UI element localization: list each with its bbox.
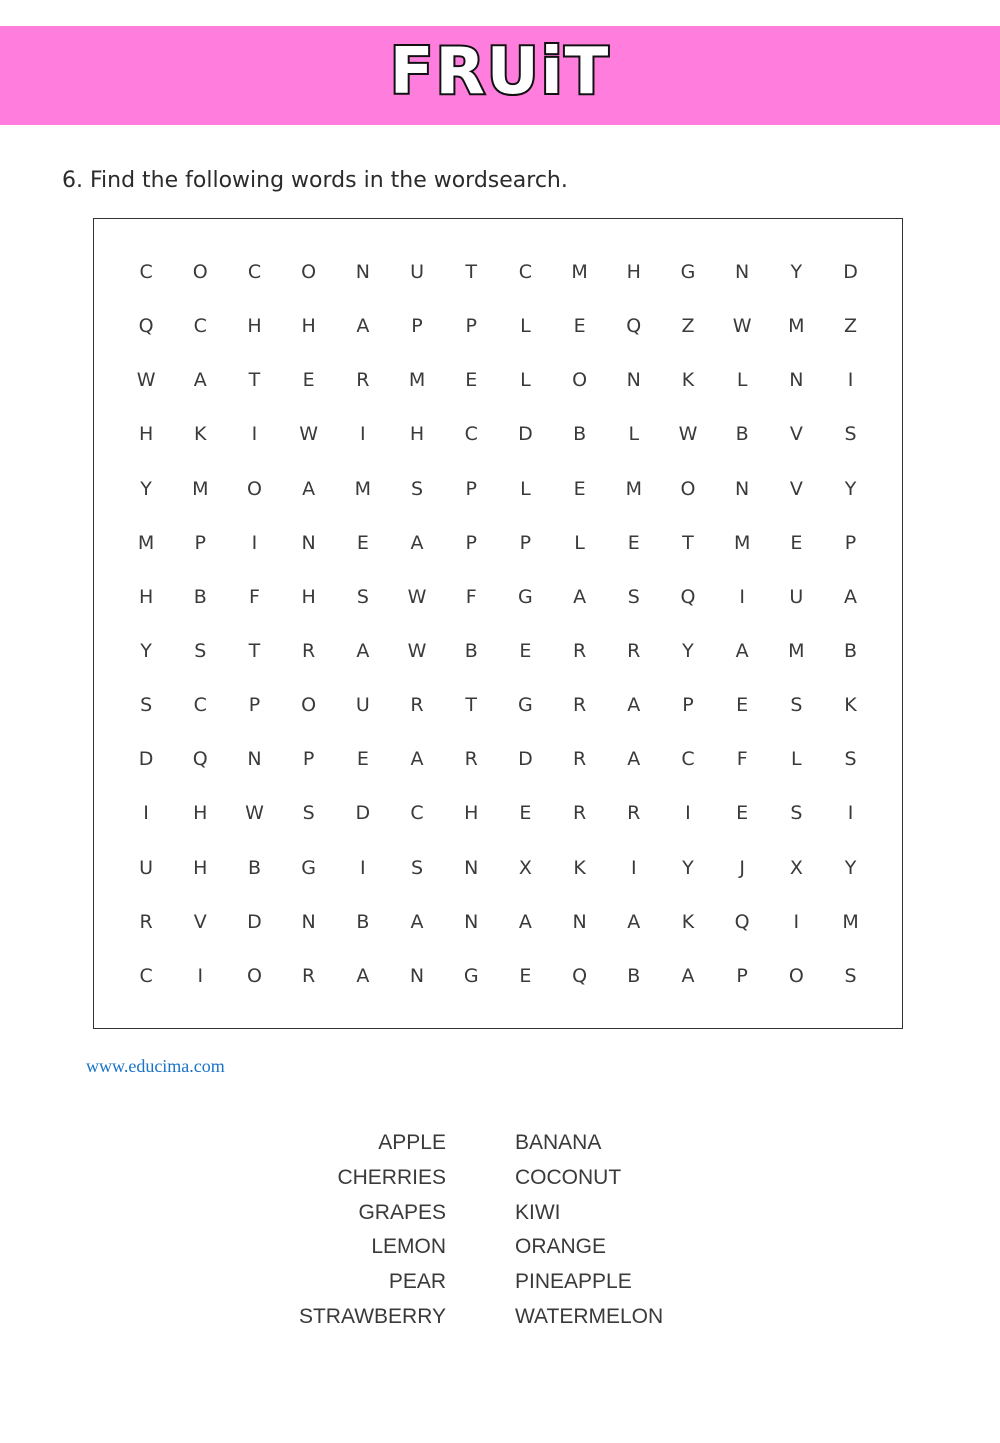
grid-cell[interactable]: E: [519, 964, 532, 987]
grid-cell[interactable]: T: [682, 531, 694, 554]
grid-cell[interactable]: I: [251, 531, 258, 554]
grid-cell[interactable]: N: [735, 477, 750, 500]
page-title: FRUiT: [389, 35, 611, 109]
word-list-item: STRAWBERRY: [298, 1304, 446, 1328]
grid-cell[interactable]: M: [733, 531, 751, 554]
grid-cell[interactable]: R: [464, 748, 478, 771]
word-list-left: [299, 1126, 446, 1335]
grid-cell[interactable]: U: [410, 261, 424, 284]
grid-cell[interactable]: E: [573, 315, 586, 338]
grid-cell[interactable]: I: [360, 856, 366, 879]
grid-cell[interactable]: V: [789, 477, 803, 500]
grid-cell[interactable]: A: [844, 585, 858, 608]
grid-cell[interactable]: B: [464, 640, 478, 663]
grid-cell[interactable]: E: [356, 748, 369, 771]
grid-cell[interactable]: Y: [844, 477, 857, 500]
grid-cell[interactable]: R: [302, 640, 316, 663]
grid-cell[interactable]: P: [465, 477, 477, 500]
grid-cell[interactable]: T: [248, 369, 261, 392]
grid-cell[interactable]: H: [626, 261, 641, 284]
word-list-item: LEMON: [371, 1235, 446, 1259]
grid-cell[interactable]: H: [301, 315, 316, 338]
grid-cell[interactable]: G: [463, 964, 479, 987]
grid-cell[interactable]: K: [194, 423, 207, 446]
grid-cell[interactable]: I: [793, 910, 800, 933]
grid-cell[interactable]: I: [739, 585, 745, 608]
grid-cell[interactable]: F: [465, 585, 477, 608]
grid-cell[interactable]: I: [251, 423, 258, 446]
grid-cell[interactable]: I: [847, 802, 854, 825]
grid-cell[interactable]: E: [736, 694, 749, 717]
grid-cell[interactable]: R: [302, 964, 316, 987]
grid-cell[interactable]: P: [248, 694, 261, 717]
grid-cell[interactable]: W: [136, 369, 156, 392]
grid-cell[interactable]: R: [139, 910, 153, 933]
grid-cell[interactable]: F: [736, 748, 748, 771]
grid-cell[interactable]: M: [137, 531, 155, 554]
grid-cell[interactable]: O: [680, 477, 696, 500]
grid-cell[interactable]: C: [193, 694, 207, 717]
grid-cell[interactable]: O: [788, 964, 804, 987]
grid-cell[interactable]: A: [356, 640, 370, 663]
grid-cell[interactable]: L: [628, 423, 640, 446]
grid-cell[interactable]: C: [139, 964, 153, 987]
grid-cell[interactable]: N: [464, 910, 479, 933]
grid-cell[interactable]: A: [627, 748, 641, 771]
grid-cell[interactable]: N: [355, 261, 370, 284]
grid-cell[interactable]: L: [736, 369, 748, 392]
grid-cell[interactable]: D: [138, 748, 154, 771]
grid-cell[interactable]: A: [518, 910, 532, 933]
grid-cell[interactable]: L: [520, 315, 531, 338]
grid-cell[interactable]: Z: [681, 315, 695, 338]
grid-cell[interactable]: B: [573, 423, 587, 446]
grid-cell[interactable]: C: [193, 315, 207, 338]
grid-cell[interactable]: G: [301, 856, 317, 879]
grid-cell[interactable]: A: [681, 964, 695, 987]
grid-cell[interactable]: U: [139, 856, 154, 879]
grid-cell[interactable]: P: [736, 964, 748, 987]
grid-cell[interactable]: O: [192, 261, 208, 284]
grid-cell[interactable]: S: [844, 748, 857, 771]
grid-cell[interactable]: O: [246, 477, 262, 500]
grid-cell[interactable]: O: [246, 964, 262, 987]
instruction-text: 6. Find the following words in the wordsearch.: [62, 168, 568, 193]
grid-cell[interactable]: D: [518, 423, 533, 446]
grid-cell[interactable]: A: [735, 640, 749, 663]
grid-cell[interactable]: I: [197, 964, 204, 987]
grid-cell[interactable]: R: [410, 694, 424, 717]
grid-cell[interactable]: A: [410, 531, 424, 554]
grid-cell[interactable]: B: [356, 910, 370, 933]
grid-cell[interactable]: M: [408, 369, 426, 392]
grid-cell[interactable]: W: [407, 585, 427, 608]
grid-cell[interactable]: S: [356, 585, 369, 608]
word-list-right: [515, 1126, 663, 1335]
grid-cell[interactable]: A: [627, 694, 641, 717]
grid-cell[interactable]: Y: [790, 261, 803, 284]
grid-cell[interactable]: A: [302, 477, 316, 500]
grid-cell[interactable]: I: [143, 802, 149, 825]
grid-cell[interactable]: J: [739, 856, 745, 879]
grid-cell[interactable]: P: [194, 531, 207, 554]
grid-cell[interactable]: E: [465, 369, 478, 392]
grid-cell[interactable]: P: [519, 531, 532, 554]
grid-cell[interactable]: K: [681, 910, 695, 933]
grid-cell[interactable]: P: [302, 748, 315, 771]
grid-cell[interactable]: L: [520, 369, 531, 392]
grid-cell[interactable]: U: [355, 694, 370, 717]
grid-cell[interactable]: A: [410, 910, 424, 933]
grid-cell[interactable]: S: [790, 694, 803, 717]
grid-cell[interactable]: H: [138, 423, 154, 446]
grid-cell[interactable]: M: [354, 477, 372, 500]
grid-cell[interactable]: D: [355, 802, 371, 825]
grid-cell[interactable]: Q: [572, 964, 588, 987]
grid-cell[interactable]: B: [844, 640, 858, 663]
source-link[interactable]: www.educima.com: [86, 1056, 225, 1076]
grid-cell[interactable]: D: [247, 910, 262, 933]
grid-cell[interactable]: E: [573, 477, 586, 500]
grid-cell[interactable]: E: [627, 531, 640, 554]
grid-cell[interactable]: N: [301, 910, 316, 933]
grid-cell[interactable]: L: [574, 531, 585, 554]
grid-cell[interactable]: O: [301, 261, 317, 284]
grid-cell[interactable]: Q: [192, 748, 208, 771]
grid-cell[interactable]: K: [681, 369, 695, 392]
grid-cell[interactable]: P: [465, 315, 477, 338]
grid-cell[interactable]: F: [249, 585, 260, 608]
grid-cell[interactable]: H: [409, 423, 425, 446]
grid-cell[interactable]: R: [572, 748, 587, 771]
grid-cell[interactable]: O: [301, 694, 317, 717]
grid-cell[interactable]: A: [410, 748, 424, 771]
grid-cell[interactable]: M: [625, 477, 642, 500]
grid-cell[interactable]: B: [735, 423, 749, 446]
grid-cell[interactable]: G: [518, 694, 533, 717]
grid-cell[interactable]: N: [626, 369, 641, 392]
grid-cell[interactable]: R: [572, 802, 587, 825]
grid-cell[interactable]: I: [360, 423, 366, 446]
word-list-item: PEAR: [388, 1270, 446, 1294]
grid-cell[interactable]: V: [193, 910, 207, 933]
grid-cell[interactable]: R: [572, 640, 587, 663]
word-list-item: ORANGE: [515, 1235, 607, 1259]
grid-cell[interactable]: X: [789, 856, 803, 879]
grid-cell[interactable]: Q: [680, 585, 696, 608]
grid-cell[interactable]: B: [193, 585, 207, 608]
grid-cell[interactable]: X: [518, 856, 532, 879]
grid-cell[interactable]: N: [464, 856, 479, 879]
grid-cell[interactable]: N: [247, 748, 262, 771]
grid-cell[interactable]: H: [193, 802, 208, 825]
grid-cell[interactable]: W: [407, 640, 427, 663]
grid-cell[interactable]: C: [464, 423, 478, 446]
grid-cell[interactable]: H: [138, 585, 154, 608]
grid-cell[interactable]: M: [788, 640, 805, 663]
word-list-item: BANANA: [515, 1131, 602, 1154]
grid-cell[interactable]: I: [630, 856, 637, 879]
grid-cell[interactable]: R: [572, 694, 587, 717]
grid-cell[interactable]: N: [301, 531, 316, 554]
grid-cell[interactable]: Y: [140, 640, 152, 663]
grid-cell[interactable]: H: [301, 585, 316, 608]
grid-cell[interactable]: A: [356, 315, 370, 338]
grid-cell[interactable]: U: [789, 585, 804, 608]
wordsearch-frame: [93, 218, 903, 1029]
grid-cell[interactable]: C: [518, 261, 533, 284]
grid-cell[interactable]: W: [245, 802, 264, 825]
grid-cell[interactable]: A: [193, 369, 207, 392]
grid-cell[interactable]: P: [411, 315, 423, 338]
grid-cell[interactable]: R: [627, 640, 641, 663]
grid-cell[interactable]: Y: [844, 856, 857, 879]
grid-cell[interactable]: H: [464, 802, 479, 825]
grid-cell[interactable]: Z: [844, 315, 858, 338]
word-list-item: CHERRIES: [337, 1165, 446, 1189]
grid-cell[interactable]: Y: [140, 477, 152, 500]
grid-cell[interactable]: S: [140, 694, 153, 717]
grid-cell[interactable]: K: [844, 694, 857, 717]
grid-cell[interactable]: M: [842, 910, 859, 933]
grid-cell[interactable]: C: [139, 261, 153, 284]
grid-cell[interactable]: E: [790, 531, 803, 554]
grid-cell[interactable]: S: [302, 802, 315, 825]
grid-cell[interactable]: A: [573, 585, 587, 608]
grid-cell[interactable]: A: [627, 910, 641, 933]
word-list-item: COCONUT: [515, 1165, 622, 1189]
grid-cell[interactable]: L: [520, 477, 531, 500]
grid-cell[interactable]: D: [518, 748, 533, 771]
grid-cell[interactable]: P: [465, 531, 477, 554]
grid-cell[interactable]: Q: [734, 910, 750, 933]
grid-cell[interactable]: D: [843, 261, 858, 284]
grid-cell[interactable]: K: [573, 856, 586, 879]
grid-cell[interactable]: M: [192, 477, 209, 500]
grid-cell[interactable]: G: [518, 585, 533, 608]
grid-cell[interactable]: S: [844, 423, 857, 446]
grid-cell[interactable]: Y: [682, 856, 694, 879]
grid-cell[interactable]: C: [410, 802, 424, 825]
grid-cell[interactable]: Q: [626, 315, 642, 338]
grid-cell[interactable]: S: [194, 640, 207, 663]
grid-cell[interactable]: N: [789, 369, 804, 392]
grid-cell[interactable]: N: [572, 910, 587, 933]
grid-cell[interactable]: T: [465, 261, 478, 284]
grid-cell[interactable]: P: [682, 694, 694, 717]
grid-cell[interactable]: L: [791, 748, 802, 771]
grid-cell[interactable]: C: [681, 748, 695, 771]
grid-cell[interactable]: W: [732, 315, 752, 338]
grid-cell[interactable]: W: [299, 423, 319, 446]
grid-cell[interactable]: B: [627, 964, 641, 987]
grid-cell[interactable]: G: [680, 261, 696, 284]
grid-cell[interactable]: H: [193, 856, 208, 879]
grid-cell[interactable]: E: [302, 369, 315, 392]
grid-cell[interactable]: T: [465, 694, 478, 717]
grid-cell[interactable]: S: [844, 964, 857, 987]
grid-cell[interactable]: M: [788, 315, 805, 338]
grid-cell[interactable]: S: [790, 802, 803, 825]
grid-cell[interactable]: T: [248, 640, 261, 663]
grid-cell[interactable]: I: [847, 369, 854, 392]
grid-cell[interactable]: S: [411, 477, 424, 500]
grid-cell[interactable]: C: [247, 261, 262, 284]
grid-cell[interactable]: P: [844, 531, 857, 554]
grid-cell[interactable]: R: [627, 802, 641, 825]
grid-cell[interactable]: E: [356, 531, 369, 554]
grid-cell[interactable]: O: [572, 369, 588, 392]
word-list-item: WATERMELON: [515, 1304, 664, 1328]
grid-cell[interactable]: H: [247, 315, 262, 338]
grid-cell[interactable]: E: [519, 802, 532, 825]
wordsearch-grid: [119, 245, 878, 1003]
grid-cell[interactable]: W: [678, 423, 698, 446]
grid-cell[interactable]: I: [685, 802, 691, 825]
grid-cell[interactable]: V: [789, 423, 803, 446]
grid-cell[interactable]: Q: [138, 315, 154, 338]
grid-cell[interactable]: S: [411, 856, 424, 879]
word-list-item: GRAPES: [358, 1200, 446, 1224]
grid-cell[interactable]: N: [409, 964, 425, 987]
grid-cell[interactable]: B: [247, 856, 261, 879]
grid-cell[interactable]: N: [735, 261, 750, 284]
grid-cell[interactable]: E: [519, 640, 532, 663]
grid-cell[interactable]: M: [571, 261, 588, 284]
grid-cell[interactable]: Y: [682, 640, 694, 663]
word-list-item: APPLE: [378, 1131, 446, 1154]
grid-cell[interactable]: R: [356, 369, 370, 392]
grid-cell[interactable]: S: [627, 585, 640, 608]
word-list-item: PINEAPPLE: [515, 1270, 632, 1294]
word-list-item: KIWI: [515, 1200, 561, 1224]
grid-cell[interactable]: A: [356, 964, 370, 987]
grid-cell[interactable]: E: [736, 802, 749, 825]
